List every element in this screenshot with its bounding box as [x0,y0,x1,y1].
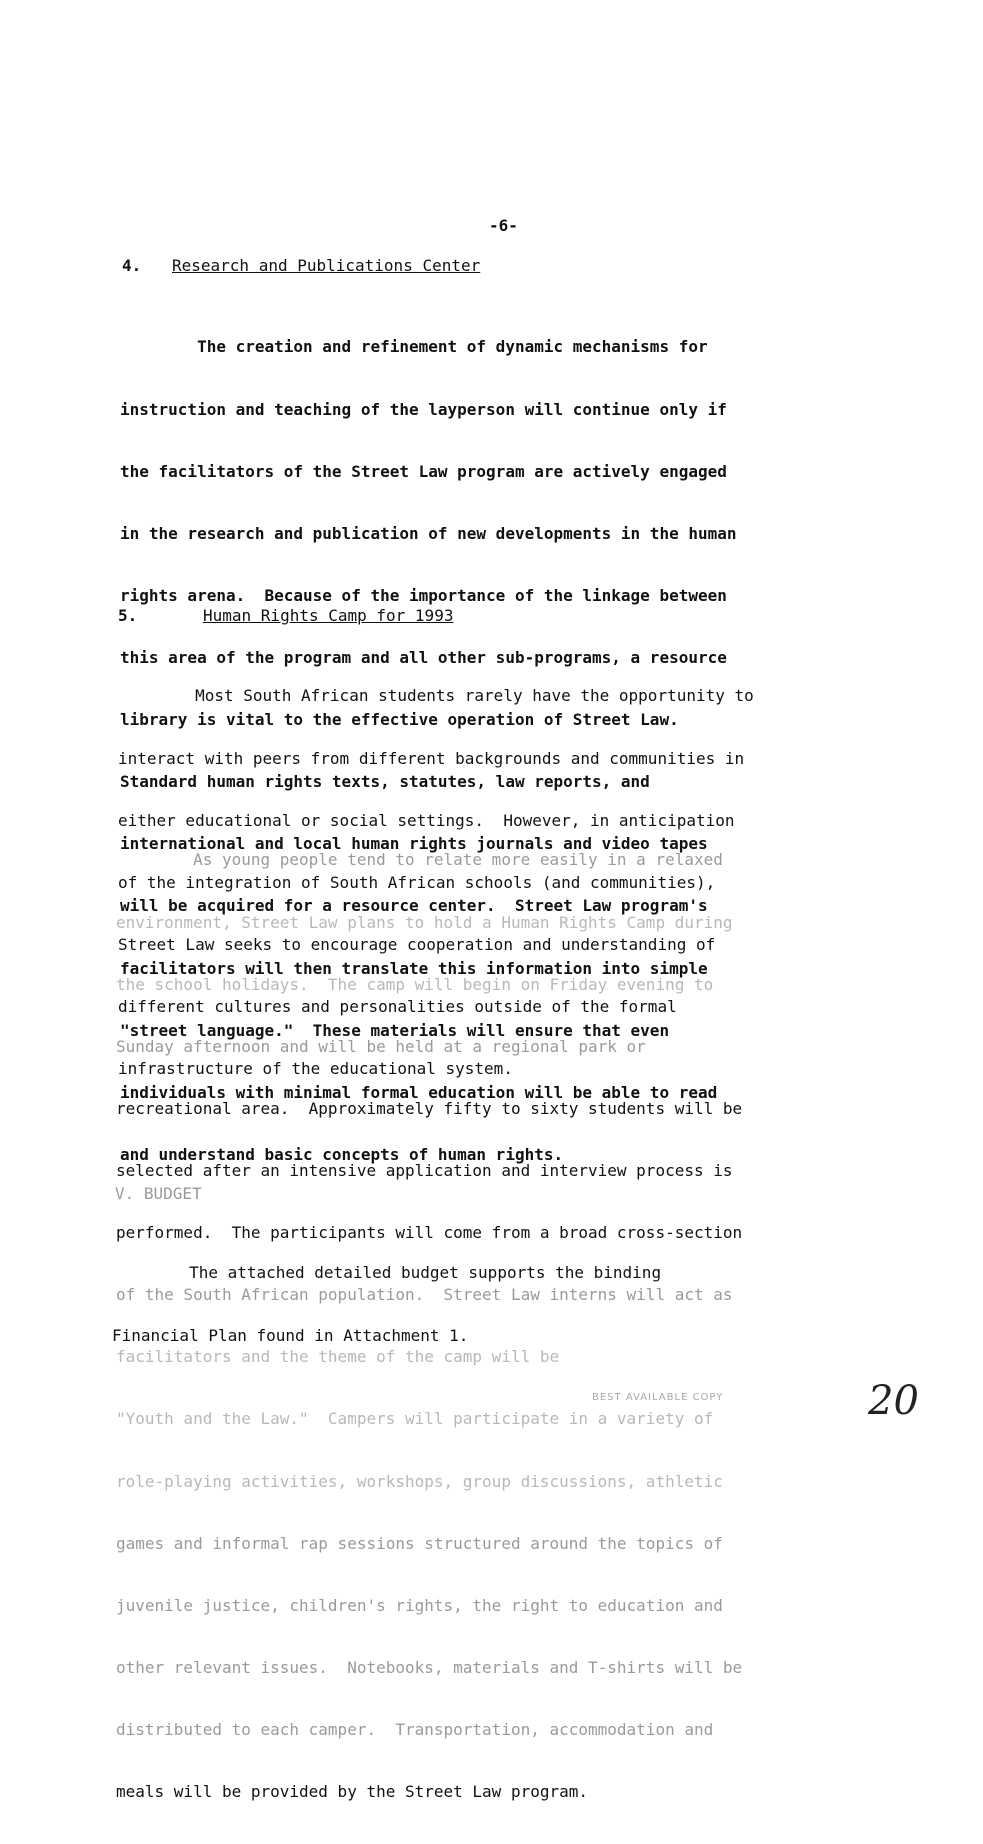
text-line: in the research and publication of new developments in the human [120,523,737,543]
text-line: this area of the program and all other sub-programs, a resource [120,647,727,667]
page-number: -6- [489,216,518,235]
faded-line: environment, Street Law plans to hold a Human Rights Camp during [116,912,733,932]
text-line: different cultures and personalities outside of the formal [118,996,677,1016]
text-line: of the integration of South African schools (and communities), [118,872,716,892]
section-4-title: Research and Publications Center [172,256,481,275]
best-available-copy-stamp: BEST AVAILABLE COPY [592,1392,724,1403]
text-line: international and local human rights journals and video tapes [120,834,708,854]
text-line: instruction and teaching of the layperson will continue only if [120,399,727,419]
section-5-title: Human Rights Camp for 1993 [203,606,454,625]
text-line: will be acquired for a resource center. Street Law program's [120,896,708,916]
text-line: either educational or social settings. However, in anticipation [118,810,735,830]
text-line: interact with peers from different backgrounds and communities in [118,748,745,768]
text-line: performed. The participants will come from a broad cross-section [116,1223,743,1243]
faded-line: the school holidays. The camp will begin on Friday evening to [116,974,714,994]
text-line: Most South African students rarely have the opportunity to [118,686,754,706]
text-line: The creation and refinement of dynamic mechanisms for [120,337,708,357]
faded-line: games and informal rap sessions structured around the topics of [116,1533,723,1553]
text-line: Financial Plan found in Attachment 1. [112,1325,469,1345]
handwritten-page-mark: 20 [868,1378,919,1424]
budget-body [112,1222,661,1388]
text-line: individuals with minimal formal education will be able to read [120,1082,718,1102]
text-line: Standard human rights texts, statutes, law reports, and [120,772,650,792]
text-line: rights arena. Because of the importance of the linkage between [120,585,727,605]
text-line: recreational area. Approximately fifty to sixty students will be [116,1098,743,1118]
faded-line: other relevant issues. Notebooks, materials and T-shirts will be [116,1657,743,1677]
faded-line: facilitators and the theme of the camp will be [116,1347,560,1367]
section-5-heading [118,606,453,625]
text-line: "street language." These materials will ensure that even [120,1020,670,1040]
text-line: selected after an intensive application and interview process is [116,1160,733,1180]
text-line: meals will be provided by the Street Law program. [116,1782,589,1802]
section-4-heading [122,256,480,275]
text-line: infrastructure of the educational system. [118,1059,513,1079]
section-5-number: 5. [118,606,138,625]
text-line: library is vital to the effective operation of Street Law. [120,710,679,730]
faded-line: Sunday afternoon and will be held at a regional park or [116,1036,646,1056]
faded-line: "Youth and the Law." Campers will participate in a variety of [116,1409,714,1429]
budget-heading: V. BUDGET [115,1184,202,1203]
faded-line: As young people tend to relate more easily in a relaxed [116,850,723,870]
text-line: and understand basic concepts of human rights. [120,1144,564,1164]
faded-line: role-playing activities, workshops, group discussions, athletic [116,1471,723,1491]
faded-line: of the South African population. Street Law interns will act as [116,1285,733,1305]
text-line: Street Law seeks to encourage cooperation and understanding of [118,934,716,954]
faded-line: juvenile justice, children's rights, the right to education and [116,1595,723,1615]
text-line: The attached detailed budget supports the binding [112,1263,662,1283]
section-4-number: 4. [122,256,142,275]
faded-line: distributed to each camper. Transportation, accommodation and [116,1719,714,1739]
text-line: the facilitators of the Street Law program are actively engaged [120,461,727,481]
text-line: facilitators will then translate this information into simple [120,958,708,978]
